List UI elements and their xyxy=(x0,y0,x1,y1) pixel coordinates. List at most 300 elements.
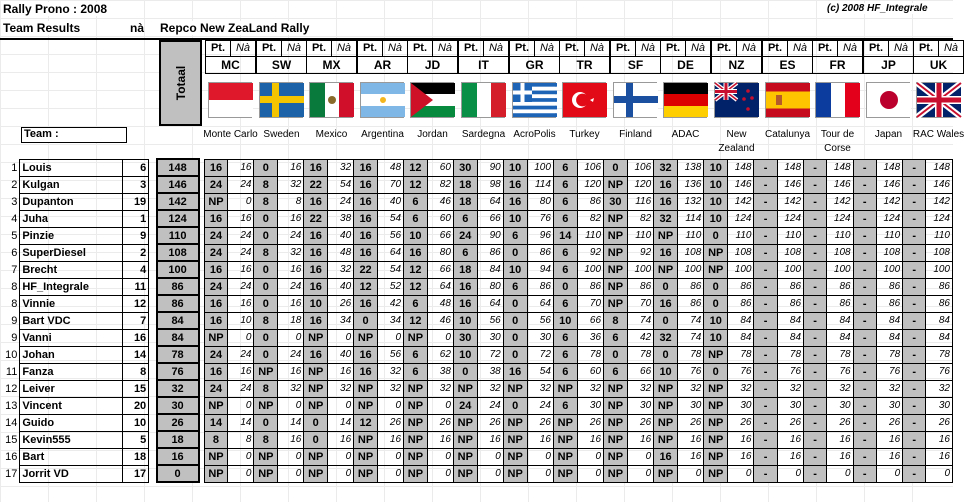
table-row xyxy=(0,176,953,193)
points-cell: - xyxy=(804,363,827,380)
running-total-cell: 86 xyxy=(827,278,853,295)
running-total-cell: 54 xyxy=(377,261,403,278)
gap-cell xyxy=(149,278,157,295)
running-total-cell: 16 xyxy=(577,431,603,448)
points-cell: NP xyxy=(204,193,228,210)
points-cell: NP xyxy=(704,244,728,261)
running-total-cell: 124 xyxy=(876,210,902,227)
rank-cell: 16 xyxy=(0,448,20,465)
points-cell: NP xyxy=(354,397,378,414)
running-total-cell: 66 xyxy=(427,227,453,244)
rank-cell: 4 xyxy=(0,210,20,227)
running-total-cell: 0 xyxy=(876,465,902,482)
points-cell: 6 xyxy=(604,329,628,346)
points-cell: 24 xyxy=(204,278,228,295)
points-cell: - xyxy=(754,363,777,380)
rank-cell: 3 xyxy=(0,193,20,210)
team-name-cell: Dupanton xyxy=(20,193,122,210)
points-cell: 0 xyxy=(654,346,678,363)
points-cell: NP xyxy=(553,448,577,465)
pt-label: Pt. xyxy=(864,41,889,56)
running-total-cell: 76 xyxy=(677,363,703,380)
france-flag-icon xyxy=(815,82,859,118)
rally-name-label: Monte Carlo xyxy=(203,129,258,140)
running-total-cell: 100 xyxy=(728,261,754,278)
finland-flag-icon xyxy=(613,82,657,118)
points-cell: 32 xyxy=(654,159,678,176)
points-cell: 0 xyxy=(254,159,278,176)
running-total-cell: 62 xyxy=(427,346,453,363)
running-total-cell: 26 xyxy=(427,414,453,431)
points-cell: - xyxy=(804,380,827,397)
running-total-cell: 32 xyxy=(876,380,902,397)
running-total-cell: 16 xyxy=(228,159,254,176)
points-cell: 0 xyxy=(254,261,278,278)
points-cell: 0 xyxy=(503,295,527,312)
running-total-cell: 30 xyxy=(627,397,653,414)
running-total-cell: 32 xyxy=(577,380,603,397)
points-cell: 14 xyxy=(553,227,577,244)
total-cell: 142 xyxy=(157,193,199,210)
points-cell: - xyxy=(853,176,876,193)
running-total-cell: 100 xyxy=(876,261,902,278)
running-total-cell: 64 xyxy=(377,244,403,261)
points-cell: NP xyxy=(604,414,628,431)
points-cell: 12 xyxy=(404,278,428,295)
running-total-cell: 54 xyxy=(328,176,354,193)
running-total-cell: 100 xyxy=(777,261,803,278)
points-cell: - xyxy=(903,261,926,278)
totaal-label: Totaal xyxy=(173,65,188,101)
points-cell: 10 xyxy=(553,312,577,329)
team-name-cell: Vincent xyxy=(20,397,122,414)
running-total-cell: 30 xyxy=(477,329,503,346)
running-total-cell: 84 xyxy=(926,329,953,346)
points-cell: 12 xyxy=(354,278,378,295)
running-total-cell: 26 xyxy=(777,414,803,431)
na-cell: 10 xyxy=(122,414,149,431)
points-cell: 16 xyxy=(404,244,428,261)
running-total-cell: 0 xyxy=(328,448,354,465)
running-total-cell: 0 xyxy=(627,465,653,482)
team-name-cell: HF_Integrale xyxy=(20,278,122,295)
running-total-cell: 0 xyxy=(427,397,453,414)
running-total-cell: 0 xyxy=(228,329,254,346)
points-cell: 6 xyxy=(404,295,428,312)
team-name-cell: Fanza xyxy=(20,363,122,380)
points-cell: NP xyxy=(453,380,477,397)
total-cell: 84 xyxy=(157,329,199,346)
na-cell: 19 xyxy=(122,193,149,210)
na-cell: 9 xyxy=(122,227,149,244)
points-cell: - xyxy=(754,346,777,363)
running-total-cell: 26 xyxy=(577,414,603,431)
points-cell: 16 xyxy=(204,312,228,329)
points-cell: NP xyxy=(254,465,278,482)
running-total-cell: 136 xyxy=(677,176,703,193)
points-cell: 6 xyxy=(453,244,477,261)
points-cell: 6 xyxy=(553,244,577,261)
points-cell: NP xyxy=(553,465,577,482)
team-name-cell: Guido xyxy=(20,414,122,431)
running-total-cell: 16 xyxy=(527,431,553,448)
points-cell: NP xyxy=(704,261,728,278)
table-row xyxy=(0,193,953,210)
running-total-cell: 48 xyxy=(377,159,403,176)
points-cell: 0 xyxy=(604,159,628,176)
running-total-cell: 16 xyxy=(677,448,703,465)
running-total-cell: 114 xyxy=(677,210,703,227)
monaco-flag-icon xyxy=(208,82,252,118)
running-total-cell: 16 xyxy=(427,431,453,448)
running-total-cell: 0 xyxy=(328,465,354,482)
running-total-cell: 78 xyxy=(777,346,803,363)
points-cell: - xyxy=(853,363,876,380)
points-cell: NP xyxy=(354,431,378,448)
running-total-cell: 148 xyxy=(728,159,754,176)
running-total-cell: 86 xyxy=(728,295,754,312)
rally-name-label: Argentina xyxy=(361,129,404,140)
rally-code: MC xyxy=(205,56,256,74)
points-cell: - xyxy=(853,465,876,482)
points-cell: 6 xyxy=(553,295,577,312)
running-total-cell: 76 xyxy=(777,363,803,380)
points-cell: NP xyxy=(604,465,628,482)
rally-name-label: AcroPolis xyxy=(513,129,556,140)
running-total-cell: 64 xyxy=(527,295,553,312)
points-cell: NP xyxy=(704,465,728,482)
points-cell: 0 xyxy=(254,346,278,363)
points-cell: 6 xyxy=(553,261,577,278)
running-total-cell: 78 xyxy=(728,346,754,363)
points-cell: - xyxy=(853,159,876,176)
points-cell: 16 xyxy=(354,295,378,312)
points-cell: 6 xyxy=(553,159,577,176)
running-total-cell: 16 xyxy=(328,431,354,448)
rank-cell: 1 xyxy=(0,159,20,176)
rally-name-label: Catalunya xyxy=(764,129,811,140)
running-total-cell: 148 xyxy=(777,159,803,176)
team-name-cell: Bart xyxy=(20,448,122,465)
copyright-text: (c) 2008 HF_Integrale xyxy=(827,3,928,14)
rank-cell: 2 xyxy=(0,176,20,193)
running-total-cell: 70 xyxy=(377,176,403,193)
points-cell: 8 xyxy=(604,312,628,329)
points-cell: 6 xyxy=(553,346,577,363)
points-cell: - xyxy=(804,193,827,210)
points-cell: - xyxy=(853,278,876,295)
pt-label: Pt. xyxy=(358,41,383,56)
running-total-cell: 32 xyxy=(926,380,953,397)
running-total-cell: 106 xyxy=(577,159,603,176)
rank-cell: 17 xyxy=(0,465,20,482)
running-total-cell: 24 xyxy=(228,176,254,193)
running-total-cell: 24 xyxy=(228,278,254,295)
running-total-cell: 86 xyxy=(677,295,703,312)
running-total-cell: 16 xyxy=(728,431,754,448)
running-total-cell: 74 xyxy=(627,312,653,329)
running-total-cell: 76 xyxy=(876,363,902,380)
points-cell: 16 xyxy=(654,193,678,210)
running-total-cell: 142 xyxy=(876,193,902,210)
points-cell: - xyxy=(754,244,777,261)
total-cell: 124 xyxy=(157,210,199,227)
running-total-cell: 110 xyxy=(627,227,653,244)
gap-cell xyxy=(149,465,157,482)
rally-subheader xyxy=(306,40,357,57)
points-cell: 10 xyxy=(503,261,527,278)
running-total-cell: 52 xyxy=(377,278,403,295)
running-total-cell: 86 xyxy=(876,278,902,295)
points-cell: 0 xyxy=(503,312,527,329)
points-cell: 0 xyxy=(503,329,527,346)
points-cell: 6 xyxy=(503,227,527,244)
running-total-cell: 8 xyxy=(228,431,254,448)
points-cell: 10 xyxy=(654,363,678,380)
na-cell: 17 xyxy=(122,465,149,482)
rally-subheader xyxy=(812,40,863,57)
na-label: Nà xyxy=(792,42,808,54)
running-total-cell: 120 xyxy=(627,176,653,193)
gap-cell xyxy=(149,193,157,210)
points-cell: 8 xyxy=(254,312,278,329)
table-row xyxy=(0,346,953,363)
points-cell: 0 xyxy=(453,363,477,380)
running-total-cell: 72 xyxy=(527,346,553,363)
na-cell: 5 xyxy=(122,431,149,448)
jordan-flag-icon xyxy=(410,82,454,118)
running-total-cell: 26 xyxy=(377,414,403,431)
points-cell: 16 xyxy=(654,176,678,193)
running-total-cell: 26 xyxy=(627,414,653,431)
points-cell: - xyxy=(903,448,926,465)
newzealand-flag-icon xyxy=(714,82,758,118)
points-cell: - xyxy=(804,414,827,431)
running-total-cell: 60 xyxy=(577,363,603,380)
points-cell: - xyxy=(853,227,876,244)
points-cell: 12 xyxy=(404,159,428,176)
points-cell: - xyxy=(804,431,827,448)
running-total-cell: 24 xyxy=(278,278,304,295)
points-cell: - xyxy=(853,244,876,261)
points-cell: NP xyxy=(654,227,678,244)
points-cell: - xyxy=(804,176,827,193)
points-cell: 16 xyxy=(503,193,527,210)
running-total-cell: 96 xyxy=(527,227,553,244)
points-cell: - xyxy=(754,278,777,295)
rally-subheader xyxy=(256,40,307,57)
running-total-cell: 16 xyxy=(827,431,853,448)
running-total-cell: 84 xyxy=(777,329,803,346)
gap-cell xyxy=(149,363,157,380)
germany-flag-icon xyxy=(663,82,707,118)
running-total-cell: 0 xyxy=(377,448,403,465)
running-total-cell: 84 xyxy=(926,312,953,329)
points-cell: NP xyxy=(453,465,477,482)
team-name-cell: Johan xyxy=(20,346,122,363)
rally-code: JD xyxy=(407,56,458,74)
points-cell: - xyxy=(853,346,876,363)
points-cell: 0 xyxy=(304,414,328,431)
running-total-cell: 26 xyxy=(926,414,953,431)
running-total-cell: 26 xyxy=(876,414,902,431)
points-cell: - xyxy=(903,380,926,397)
japan-flag-icon xyxy=(866,82,910,118)
rally-name-label: Mexico xyxy=(315,129,348,140)
running-total-cell: 42 xyxy=(627,329,653,346)
running-total-cell: 32 xyxy=(427,380,453,397)
running-total-cell: 0 xyxy=(278,465,304,482)
running-total-cell: 84 xyxy=(728,312,754,329)
points-cell: 8 xyxy=(254,431,278,448)
running-total-cell: 108 xyxy=(777,244,803,261)
points-cell: 8 xyxy=(254,244,278,261)
total-cell: 26 xyxy=(157,414,199,431)
rally-code: AR xyxy=(357,56,408,74)
points-cell: 16 xyxy=(304,312,328,329)
rally-code: MX xyxy=(306,56,357,74)
points-cell: 16 xyxy=(204,159,228,176)
running-total-cell: 86 xyxy=(527,278,553,295)
points-cell: 0 xyxy=(604,346,628,363)
running-total-cell: 54 xyxy=(527,363,553,380)
points-cell: - xyxy=(754,329,777,346)
rally-code: ES xyxy=(762,56,813,74)
running-total-cell: 0 xyxy=(577,465,603,482)
na-cell: 2 xyxy=(122,244,149,261)
rally-code: FR xyxy=(812,56,863,74)
rally-code: NZ xyxy=(711,56,762,74)
na-cell: 20 xyxy=(122,397,149,414)
total-cell: 148 xyxy=(157,159,199,176)
points-cell: 22 xyxy=(304,210,328,227)
points-cell: 0 xyxy=(254,329,278,346)
running-total-cell: 56 xyxy=(377,227,403,244)
points-cell: 18 xyxy=(453,176,477,193)
points-cell: - xyxy=(853,261,876,278)
na-label: Nà xyxy=(387,42,403,54)
running-total-cell: 38 xyxy=(328,210,354,227)
points-cell: 30 xyxy=(453,159,477,176)
running-total-cell: 0 xyxy=(228,397,254,414)
running-total-cell: 82 xyxy=(627,210,653,227)
running-total-cell: 142 xyxy=(926,193,953,210)
running-total-cell: 0 xyxy=(777,465,803,482)
running-total-cell: 16 xyxy=(377,431,403,448)
running-total-cell: 30 xyxy=(876,397,902,414)
running-total-cell: 16 xyxy=(627,431,653,448)
table-row xyxy=(0,329,953,346)
running-total-cell: 78 xyxy=(926,346,953,363)
running-total-cell: 34 xyxy=(377,312,403,329)
running-total-cell: 40 xyxy=(328,227,354,244)
running-total-cell: 90 xyxy=(477,227,503,244)
running-total-cell: 32 xyxy=(278,380,304,397)
running-total-cell: 32 xyxy=(627,380,653,397)
na-cell: 18 xyxy=(122,448,149,465)
points-cell: - xyxy=(804,227,827,244)
points-cell: 6 xyxy=(453,210,477,227)
total-cell: 30 xyxy=(157,397,199,414)
running-total-cell: 84 xyxy=(777,312,803,329)
points-cell: - xyxy=(903,278,926,295)
points-cell: 16 xyxy=(204,210,228,227)
running-total-cell: 32 xyxy=(477,380,503,397)
points-cell: 6 xyxy=(553,397,577,414)
total-cell: 84 xyxy=(157,312,199,329)
rank-cell: 10 xyxy=(0,346,20,363)
points-cell: 16 xyxy=(354,193,378,210)
points-cell: 0 xyxy=(553,278,577,295)
running-total-cell: 32 xyxy=(527,380,553,397)
na-label: Nà xyxy=(437,42,453,54)
running-total-cell: 16 xyxy=(477,431,503,448)
points-cell: - xyxy=(754,380,777,397)
running-total-cell: 78 xyxy=(876,346,902,363)
team-name-cell: Louis xyxy=(20,159,122,176)
points-cell: NP xyxy=(604,380,628,397)
running-total-cell: 14 xyxy=(278,414,304,431)
points-cell: NP xyxy=(354,380,378,397)
running-total-cell: 124 xyxy=(777,210,803,227)
points-cell: 24 xyxy=(204,227,228,244)
points-cell: 22 xyxy=(354,261,378,278)
running-total-cell: 100 xyxy=(577,261,603,278)
running-total-cell: 80 xyxy=(427,244,453,261)
running-total-cell: 142 xyxy=(827,193,853,210)
points-cell: NP xyxy=(704,397,728,414)
table-row xyxy=(0,414,953,431)
points-cell: - xyxy=(903,414,926,431)
rally-subheader xyxy=(610,40,661,57)
na-label: Nà xyxy=(539,42,555,54)
na-cell: 3 xyxy=(122,176,149,193)
rally-code: IT xyxy=(458,56,509,74)
running-total-cell: 64 xyxy=(477,193,503,210)
points-cell: - xyxy=(804,346,827,363)
points-cell: 10 xyxy=(704,210,728,227)
pt-label: Pt. xyxy=(510,41,535,56)
running-total-cell: 108 xyxy=(728,244,754,261)
na-cell: 12 xyxy=(122,295,149,312)
running-total-cell: 0 xyxy=(427,448,453,465)
points-cell: NP xyxy=(604,448,628,465)
team-name-cell: Bart VDC xyxy=(20,312,122,329)
running-total-cell: 84 xyxy=(827,312,853,329)
running-total-cell: 110 xyxy=(577,227,603,244)
points-cell: 0 xyxy=(503,397,527,414)
points-cell: 16 xyxy=(204,363,228,380)
running-total-cell: 72 xyxy=(477,346,503,363)
points-cell: NP xyxy=(453,448,477,465)
points-cell: 16 xyxy=(354,346,378,363)
team-name-cell: Pinzie xyxy=(20,227,122,244)
points-cell: NP xyxy=(354,329,378,346)
running-total-cell: 16 xyxy=(677,431,703,448)
points-cell: 24 xyxy=(204,244,228,261)
running-total-cell: 16 xyxy=(278,159,304,176)
points-cell: 8 xyxy=(204,431,228,448)
rally-name-label: RAC Wales xyxy=(912,129,965,140)
spain-flag-icon xyxy=(765,82,809,118)
points-cell: - xyxy=(804,397,827,414)
table-row xyxy=(0,363,953,380)
running-total-cell: 100 xyxy=(627,261,653,278)
page-title: Rally Prono : 2008 xyxy=(3,2,108,16)
turkey-flag-icon xyxy=(562,82,606,118)
rally-subheader xyxy=(660,40,711,57)
running-total-cell: 86 xyxy=(728,278,754,295)
